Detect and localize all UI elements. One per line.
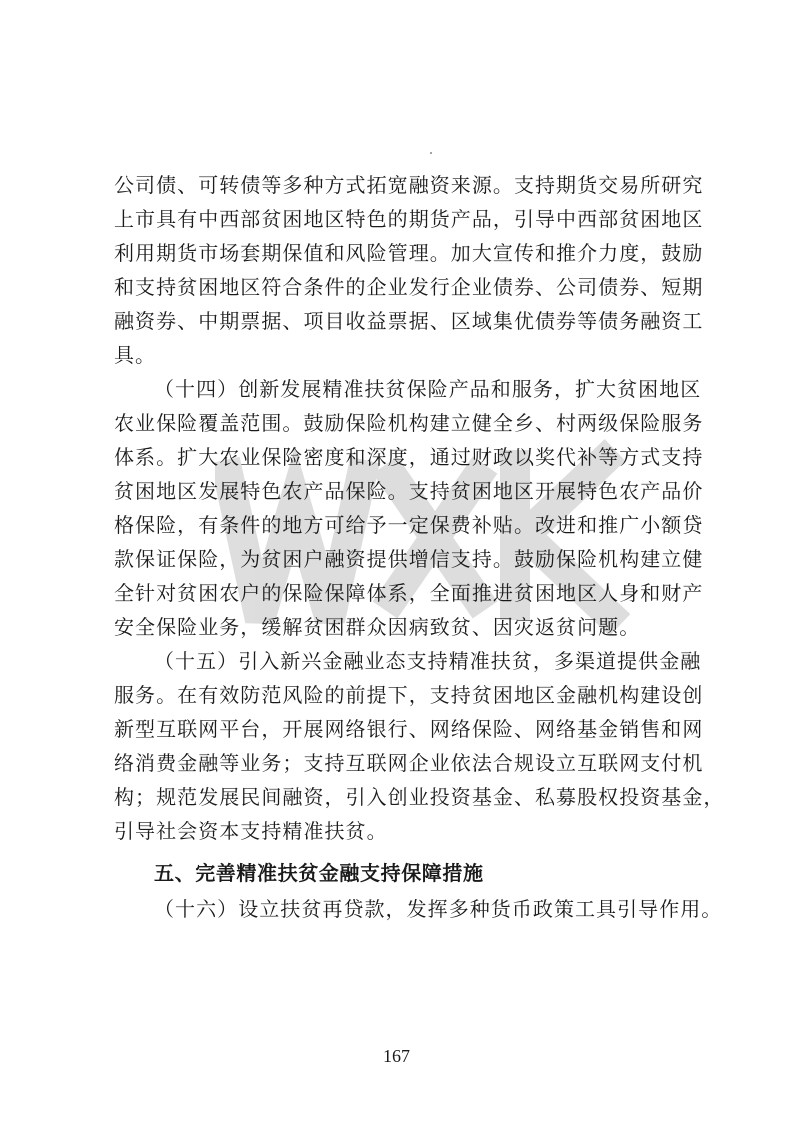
body-text-line: 和支持贫困地区符合条件的企业发行企业债券、公司债券、短期 xyxy=(114,275,704,299)
body-text-line: 引导社会资本支持精准扶贫。 xyxy=(114,819,388,843)
body-text-line: 融资券、中期票据、项目收益票据、区域集优债券等债务融资工 xyxy=(114,309,704,333)
body-text-line: 公司债、可转债等多种方式拓宽融资来源。支持期货交易所研究 xyxy=(114,173,704,197)
paragraph-first-line: （十六）设立扶贫再贷款，发挥多种货币政策工具引导作用。 xyxy=(154,897,723,921)
body-text-line: 具。 xyxy=(114,343,157,367)
section-heading: 五、完善精准扶贫金融支持保障措施 xyxy=(154,861,484,885)
body-text-line: 构；规范发展民间融资，引入创业投资基金、私募股权投资基金， xyxy=(114,785,725,809)
page-number: 167 xyxy=(383,1046,410,1066)
body-text-line: 服务。在有效防范风险的前提下，支持贫困地区金融机构建设创 xyxy=(114,683,704,707)
scan-artifact-dot xyxy=(430,152,432,154)
body-text-line: 贫困地区发展特色农产品保险。支持贫困地区开展特色农产品价 xyxy=(114,479,704,503)
body-text-line: 格保险，有条件的地方可给予一定保费补贴。改进和推广小额贷 xyxy=(114,513,704,537)
body-text-line: 款保证保险，为贫困户融资提供增信支持。鼓励保险机构建立健 xyxy=(114,547,704,571)
body-text-line: 络消费金融等业务；支持互联网企业依法合规设立互联网支付机 xyxy=(114,751,704,775)
paragraph-first-line: （十四）创新发展精准扶贫保险产品和服务，扩大贫困地区 xyxy=(154,377,702,401)
body-text-line: 安全保险业务，缓解贫困群众因病致贫、因灾返贫问题。 xyxy=(114,615,641,639)
body-text-line: 新型互联网平台，开展网络银行、网络保险、网络基金销售和网 xyxy=(114,717,704,741)
body-text-line: 全针对贫困农户的保险保障体系，全面推进贫困地区人身和财产 xyxy=(114,581,704,605)
body-text-line: 利用期货市场套期保值和风险管理。加大宣传和推介力度，鼓励 xyxy=(114,241,704,265)
body-text-line: 农业保险覆盖范围。鼓励保险机构建立健全乡、村两级保险服务 xyxy=(114,411,704,435)
body-text-line: 上市具有中西部贫困地区特色的期货产品，引导中西部贫困地区 xyxy=(114,207,704,231)
paragraph-first-line: （十五）引入新兴金融业态支持精准扶贫，多渠道提供金融 xyxy=(154,649,702,673)
body-text-line: 体系。扩大农业保险密度和深度，通过财政以奖代补等方式支持 xyxy=(114,445,704,469)
